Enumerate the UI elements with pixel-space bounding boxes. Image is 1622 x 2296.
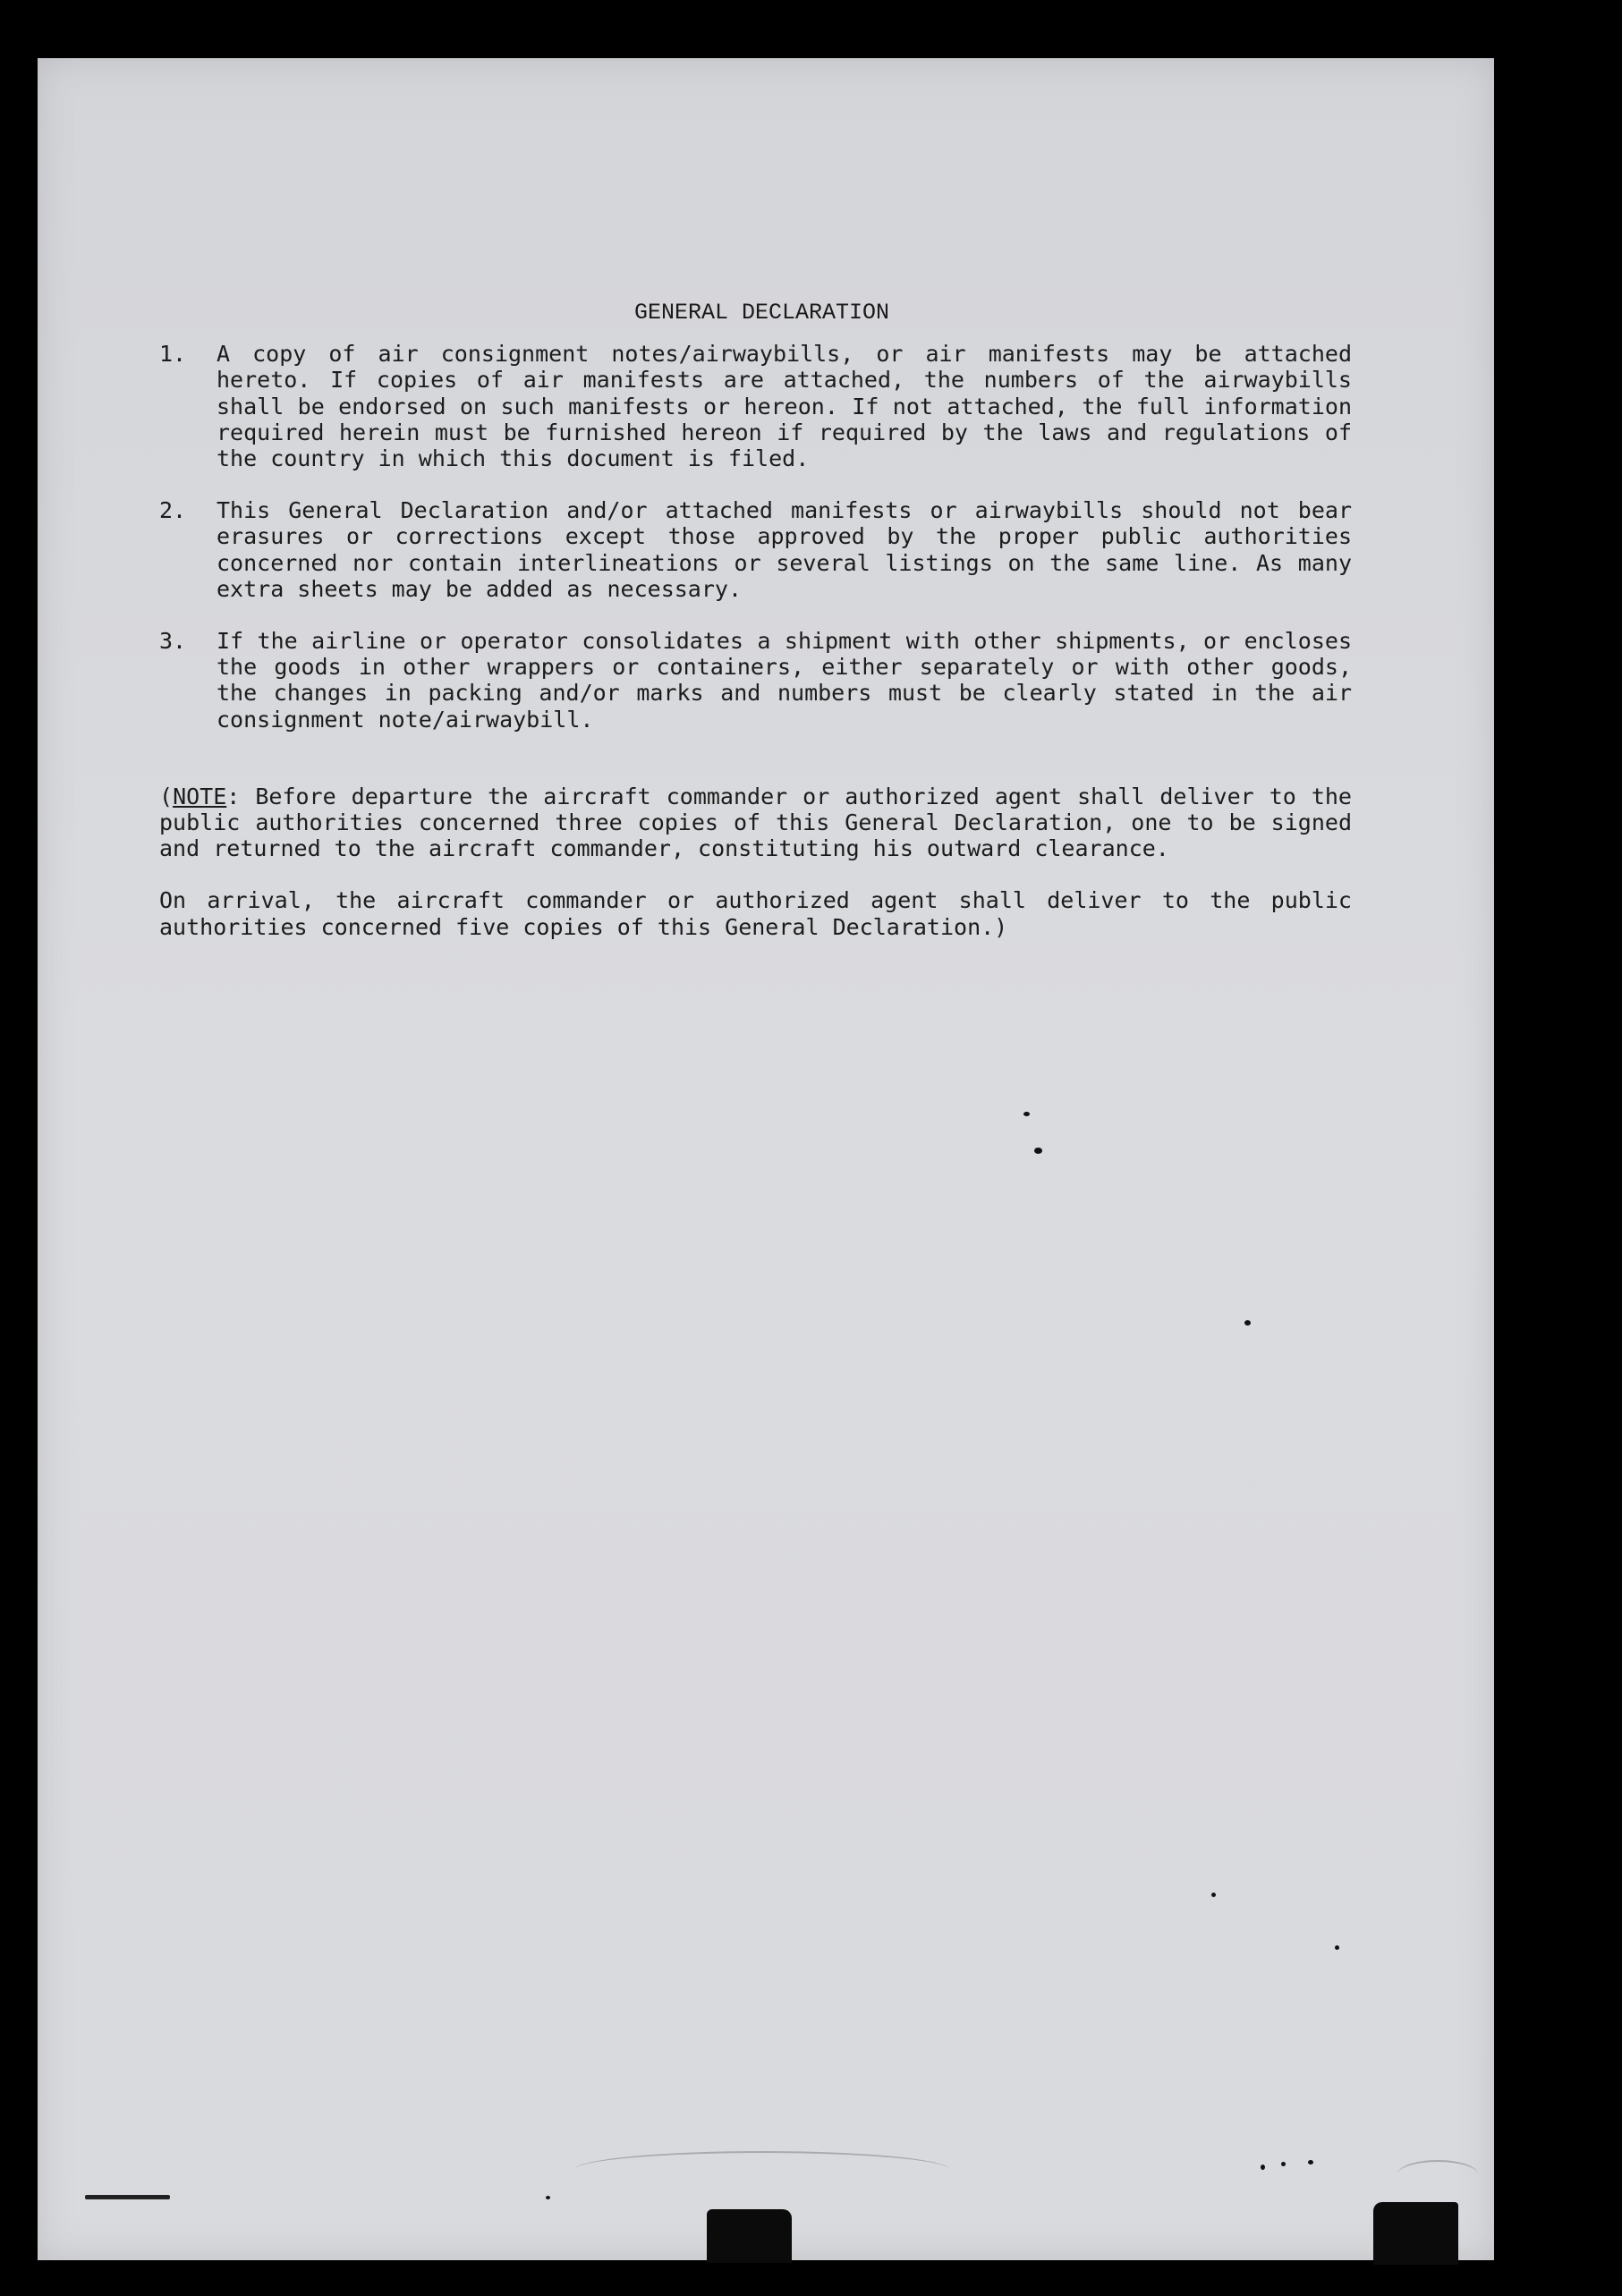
paper-speck [1244, 1320, 1251, 1326]
paper-speck [1211, 1893, 1216, 1897]
paper-speck [1335, 1945, 1339, 1950]
page-damage [85, 2195, 170, 2199]
paper-speck [1281, 2162, 1286, 2166]
departure-note [159, 784, 1352, 862]
paper-speck [1034, 1148, 1042, 1154]
document-title: GENERAL DECLARATION [633, 300, 890, 326]
declaration-item-1 [159, 341, 1352, 471]
arrival-note: On arrival, the aircraft commander or authorized agent shall deliver to the public authorities concerned five copies of this General Declaration.) [159, 887, 1352, 940]
item-number: 3. [159, 628, 187, 655]
note-label: NOTE [173, 783, 227, 809]
paper-smudge [574, 2151, 950, 2189]
page-damage [707, 2209, 792, 2263]
paper-speck [1308, 2160, 1313, 2165]
item-number: 2. [159, 497, 187, 524]
item-number: 1. [159, 341, 187, 368]
paper-speck [1261, 2165, 1265, 2170]
note-text: : Before departure the aircraft commander or authorized agent shall deliver to the public authorities concerned three copies of this General Declaration, one to be signed and returned to the aircraft commander, constituting his outward clearance. [159, 783, 1352, 862]
paper-smudge [1397, 2160, 1478, 2189]
document-page [38, 58, 1494, 2260]
declaration-item-2 [159, 497, 1352, 602]
item-text: A copy of air consignment notes/airwaybills, or air manifests may be attached hereto. If copies of air manifests are attached, the numbers of the airwaybills shall be endorsed on such manifests or hereon. If not attached, the full information required herein must be furnished hereon if required by the laws and regulations of the country in which this document is filed. [217, 341, 1352, 472]
page-damage [1373, 2202, 1458, 2265]
declaration-item-3 [159, 628, 1352, 733]
note-open-paren: ( [159, 783, 174, 809]
item-text: If the airline or operator consolidates a shipment with other shipments, or encloses the goods in other wrappers or containers, either separately or with other goods, the changes in packing and/or marks and numbers must be clearly stated in the air consignment note/airwaybill. [217, 628, 1352, 733]
paper-speck [1023, 1112, 1030, 1116]
paper-speck [546, 2196, 550, 2199]
item-text: This General Declaration and/or attached manifests or airwaybills should not bear erasures or corrections except those approved by the proper public authorities concerned nor contain interlineations or several listings on the same line. As many extra sheets may be added as necessary. [217, 497, 1352, 602]
declaration-body [159, 300, 1352, 940]
